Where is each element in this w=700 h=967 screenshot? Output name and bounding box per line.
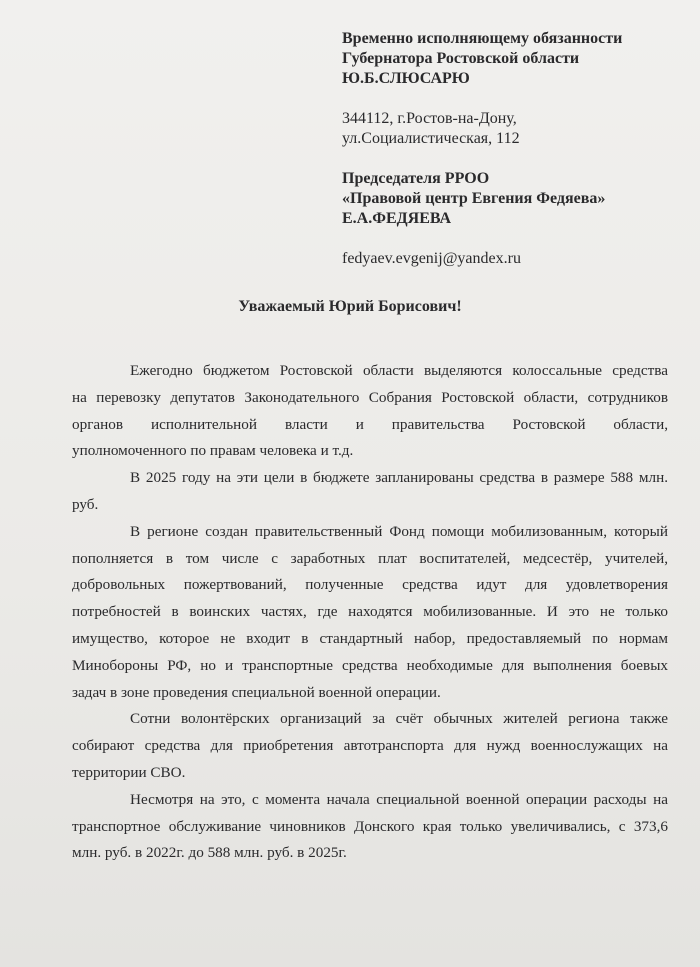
paragraph-line: В регионе создан правительственный Фонд помощи мобилизованным, который — [130, 522, 668, 540]
paragraph-line: В 2025 году на эти цели в бюджете запланированы средства в размере 588 млн. — [130, 469, 668, 487]
addressee-line-2: Губернатора Ростовской области — [342, 50, 580, 67]
sender-line-2: «Правовой центр Евгения Федяева» — [342, 190, 606, 207]
paragraph-line: руб. — [72, 495, 99, 513]
addressee-name: Ю.Б.СЛЮСАРЮ — [342, 70, 470, 87]
addressee-line-1: Временно исполняющему обязанности — [342, 30, 623, 47]
paragraph-line: органов исполнительной власти и правительства Ростовской области, — [72, 415, 668, 433]
letter-body — [72, 358, 668, 867]
paragraph-line: имущество, которое не входит в стандартный набор, предоставляемый по нормам — [72, 629, 668, 647]
paragraph-line: собирают средства для приобретения автотранспорта для нужд военнослужащих на — [72, 737, 668, 755]
paragraph-line: Минобороны РФ, но и транспортные средства необходимые для выполнения боевых — [72, 656, 668, 674]
sender-name: Е.А.ФЕДЯЕВА — [342, 210, 452, 227]
address-line-2: ул.Социалистическая, 112 — [342, 130, 520, 147]
address-line-1: 344112, г.Ростов-на-Дону, — [342, 110, 517, 127]
paragraph-line: Сотни волонтёрских организаций за счёт обычных жителей региона также — [130, 710, 668, 728]
paragraph — [72, 465, 668, 519]
sender-line-1: Председателя РРОО — [342, 170, 490, 187]
paragraph-line: территории СВО. — [72, 763, 186, 781]
paragraph-line: транспортное обслуживание чиновников Донского края только увеличивались, с 373,6 — [72, 817, 668, 835]
paragraph-line: на перевозку депутатов Законодательного Собрания Ростовской области, сотрудников — [72, 388, 668, 406]
paragraph-line: пополняется в том числе с заработных плат воспитателей, медсестёр, учителей, — [72, 549, 668, 567]
paragraph-line: задач в зоне проведения специальной военной операции. — [72, 683, 441, 701]
paragraph — [72, 706, 668, 786]
paragraph-line: Несмотря на это, с момента начала специальной военной операции расходы на — [130, 790, 668, 808]
paragraph-line: уполномоченного по правам человека и т.д. — [72, 442, 354, 460]
sender-email: fedyaev.evgenij@yandex.ru — [342, 250, 521, 267]
salutation: Уважаемый Юрий Борисович! — [238, 298, 462, 315]
paragraph — [72, 358, 668, 465]
paragraph-line: Ежегодно бюджетом Ростовской области выделяются колоссальные средства — [130, 362, 668, 379]
paragraph — [72, 519, 668, 707]
paragraph-line: млн. руб. в 2022г. до 588 млн. руб. в 2025г. — [72, 844, 347, 862]
paragraph-line: добровольных пожертвований, полученные средства идут для удовлетворения — [72, 576, 668, 594]
paragraph-line: потребностей в воинских частях, где находятся мобилизованные. И это не только — [72, 603, 668, 621]
paragraph — [72, 787, 668, 867]
